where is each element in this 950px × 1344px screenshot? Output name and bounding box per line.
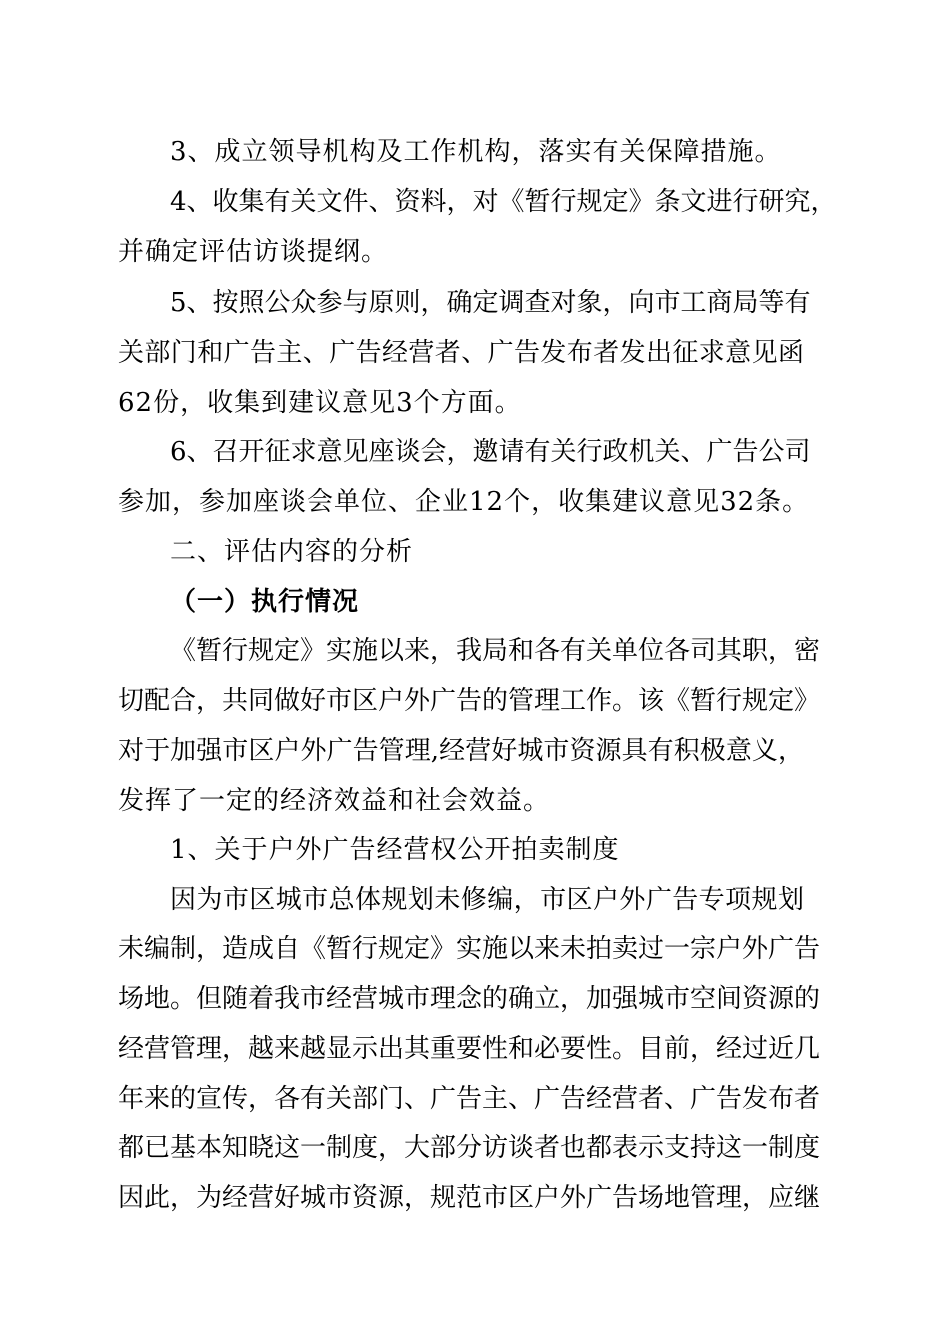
paragraph-line: 4、收集有关文件、资料，对《暂行规定》条文进行研究， bbox=[170, 187, 837, 217]
paragraph-line: 6、召开征求意见座谈会，邀请有关行政机关、广告公司 bbox=[170, 437, 811, 467]
paragraph-line: 《暂行规定》实施以来，我局和各有关单位各司其职，密 bbox=[170, 636, 821, 666]
subsection-heading: （一）执行情况 bbox=[170, 587, 360, 617]
paragraph-line: 未编制，造成自《暂行规定》实施以来未拍卖过一宗户外广告 bbox=[118, 934, 821, 964]
paragraph-line: 因此，为经营好城市资源，规范市区户外广告场地管理，应继 bbox=[118, 1183, 821, 1213]
paragraph-line: 参加，参加座谈会单位、企业12个，收集建议意见32条。 bbox=[118, 487, 810, 517]
paragraph-line: 关部门和广告主、广告经营者、广告发布者发出征求意见函 bbox=[118, 338, 804, 368]
paragraph-line: 年来的宣传，各有关部门、广告主、广告经营者、广告发布者 bbox=[118, 1084, 821, 1114]
paragraph-line: 3、成立领导机构及工作机构，落实有关保障措施。 bbox=[170, 137, 782, 167]
paragraph-line: 62份，收集到建议意见3个方面。 bbox=[118, 388, 522, 418]
section-heading: 二、评估内容的分析 bbox=[170, 537, 414, 567]
paragraph-line: 并确定评估访谈提纲。 bbox=[118, 237, 389, 267]
item-heading: 1、关于户外广告经营权公开拍卖制度 bbox=[170, 835, 620, 865]
paragraph-line: 因为市区城市总体规划未修编，市区户外广告专项规划 bbox=[170, 885, 804, 915]
paragraph-line: 5、按照公众参与原则，确定调查对象，向市工商局等有 bbox=[170, 288, 811, 318]
paragraph-line: 经营管理，越来越显示出其重要性和必要性。目前，经过近几 bbox=[118, 1034, 821, 1064]
paragraph-line: 场地。但随着我市经营城市理念的确立，加强城市空间资源的 bbox=[118, 984, 821, 1014]
paragraph-line: 都已基本知晓这一制度，大部分访谈者也都表示支持这一制度 bbox=[118, 1133, 821, 1163]
paragraph-line: 切配合，共同做好市区户外广告的管理工作。该《暂行规定》 bbox=[118, 686, 821, 716]
paragraph-line: 发挥了一定的经济效益和社会效益。 bbox=[118, 786, 551, 816]
paragraph-line: 对于加强市区户外广告管理,经营好城市资源具有积极意义， bbox=[118, 736, 804, 766]
